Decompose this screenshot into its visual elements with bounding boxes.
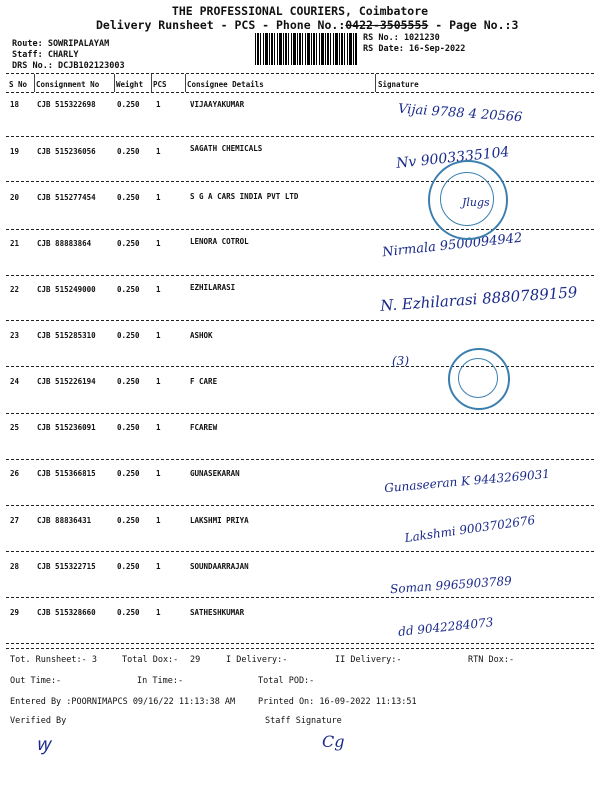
entered-by: Entered By :POORNIMAPCS 09/16/22 11:13:38 AM [10, 697, 236, 707]
signature-row-21: Nirmala 9500094942 [381, 230, 523, 261]
rtn-dox: RTN Dox:- [468, 655, 515, 665]
route-label: Route: SOWRIPALAYAM [12, 39, 110, 49]
barcode [255, 33, 357, 65]
signature-row-23: (3) [392, 354, 409, 368]
staff-signature-mark: Cg [322, 732, 345, 751]
stamp-f-care [448, 348, 510, 410]
rs-date: RS Date: 16-Sep-2022 [363, 44, 466, 54]
rs-number: RS No.: 1021230 [363, 33, 440, 43]
col-consignment: Consignment No [36, 80, 100, 89]
ii-delivery: II Delivery:- [335, 655, 402, 665]
total-dox-label: Total Dox:- [122, 655, 179, 665]
runsheet-title [96, 18, 518, 32]
signature-row-26: Gunaseeran K 9443269031 [383, 466, 551, 496]
signature-row-20: Jlugs [462, 196, 490, 209]
drs-number: DRS No.: DCJB102123003 [12, 61, 125, 71]
col-signature: Signature [378, 80, 419, 89]
page-number: - Page No.:3 [435, 18, 519, 32]
col-weight: Weight [116, 80, 144, 89]
verified-by: Verified By [10, 716, 67, 726]
stamp-sga-cars [428, 160, 508, 240]
phone-number: 0422-3505555 [345, 18, 429, 32]
header-divider-top [6, 73, 594, 74]
signature-row-27: Lakshmi 9003702676 [403, 512, 537, 546]
printed-on: Printed On: 16-09-2022 11:13:51 [258, 697, 417, 707]
runsheet-prefix: Delivery Runsheet - PCS - Phone No.: [96, 18, 346, 32]
signature-row-22: N. Ezhilarasi 8880789159 [379, 283, 578, 315]
runsheet-page: THE PROFESSIONAL COURIERS, Coimbatore Delivery Runsheet - PCS - Phone No.:0422-3505555 - Page No.:3 Route: SOWRIPALAYAM Staff: CHARLY DRS No.: DCJB102123003 RS No.: 1021230 RS Date: 16-Sep-2022 S No Consignment No Weight PCS Consignee Details Signature 18 CJB 515322698 0.250 1 VIJAAYAKUMAR 19 CJB 515236056 0.250 1 SAGATH CHEMICALS 20 CJB 515277454 0.250 1 S G A CARS INDIA PVT LTD 21 CJB 88883864 0.250 1 LENORA COTROL 22 CJB 515249000 0.250 1 EZHILARASI 23 CJB 515285310 0.250 1 ASHOK 24 CJB 515226194 0.250 1 F CARE 25 CJB 515236091 0.250 1 FCAREW 26 CJB 515366815 0.250 1 GUNASEKARAN 27 CJB 88836431 0.250 1 LAKSHMI PRIYA 28 CJB 515322715 0.250 1 SOUNDAARRAJAN 29 CJB 515328660 0.250 1 SATHESHKUMAR Vijai 9788 4 20566 Nv 9003335104 Jlugs Nirmala 9500094942 N. Ezhilarasi 8880789159 (3) Gunaseeran K 9443269031 Lakshmi 9003702676 Soman 9965903789 dd 9042284073 Tot. Runsheet:- 3 Total Dox:- 29 I Delivery:- II Delivery:- RTN Dox:- Out Time:- In Time:- Total POD:- Entered By :POORNIMAPCS 09/16/22 11:13:38 AM Printed On: 16-09-2022 11:13:51 Verified By Staff Signature ꝡ Cg [0, 0, 600, 800]
staff-signature: Staff Signature [265, 716, 342, 726]
company-title: THE PROFESSIONAL COURIERS, Coimbatore [171, 4, 429, 18]
verifier-signature-mark: ꝡ [36, 734, 50, 755]
signature-row-18: Vijai 9788 4 20566 [397, 101, 523, 126]
total-pod: Total POD:- [258, 676, 315, 686]
col-consignee: Consignee Details [187, 80, 264, 89]
tot-runsheet: Tot. Runsheet:- 3 [10, 655, 97, 665]
footer-divider [6, 648, 594, 649]
in-time: In Time:- [137, 676, 184, 686]
signature-row-19: Nv 9003335104 [395, 144, 511, 172]
out-time: Out Time:- [10, 676, 62, 686]
signature-row-29: dd 9042284073 [397, 615, 495, 639]
col-pcs: PCS [153, 80, 167, 89]
i-delivery: I Delivery:- [226, 655, 288, 665]
staff-label: Staff: CHARLY [12, 50, 79, 60]
total-dox-value: 29 [190, 655, 201, 665]
header-divider-bottom [6, 92, 594, 93]
col-sno: S No [9, 80, 28, 89]
signature-row-28: Soman 9965903789 [389, 573, 513, 597]
